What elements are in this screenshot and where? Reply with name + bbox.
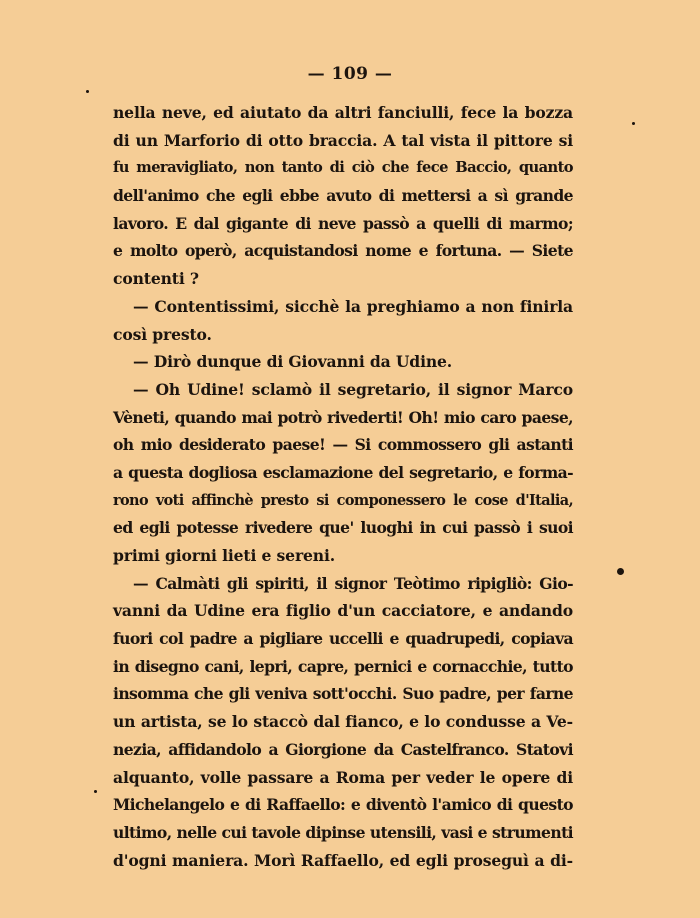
text-line: oh mio desiderato paese! — Si commossero gli astanti [113, 435, 573, 455]
print-speck [617, 568, 624, 575]
text-line: ed egli potesse rivedere que' luoghi in cui passò i suoi [113, 518, 573, 538]
text-line: un artista, se lo staccò dal fianco, e lo condusse a Ve- [113, 712, 573, 732]
text-line: — Calmàti gli spiriti, il signor Teòtimo ripigliò: Gio- [133, 573, 573, 593]
text-line: — Dirò dunque di Giovanni da Udine. [133, 352, 453, 372]
text-line: ultimo, nelle cui tavole dipinse utensili, vasi e strumenti [113, 822, 573, 842]
text-line: lavoro. E dal gigante di neve passò a quelli di marmo; [113, 213, 573, 233]
text-line: insomma che gli veniva sott'occhi. Suo padre, per farne [113, 684, 573, 704]
text-line: rono voti affinchè presto si componessero le cose d'Italia, [113, 491, 573, 509]
text-line: fuori col padre a pigliare uccelli e quadrupedi, copiava [113, 629, 573, 649]
print-speck [94, 790, 97, 793]
print-speck [632, 122, 635, 125]
text-line: alquanto, volle passare a Roma per veder le opere di [113, 767, 573, 787]
text-line: d'ogni maniera. Morì Raffaello, ed egli proseguì a di- [113, 850, 573, 870]
text-line: — Contentissimi, sicchè la preghiamo a non finirla [133, 296, 573, 316]
text-line: nella neve, ed aiutato da altri fanciulli, fece la bozza [113, 103, 573, 122]
text-line: di un Marforio di otto braccia. A tal vista il pittore si [113, 130, 573, 150]
text-line: così presto. [113, 324, 212, 344]
text-line: Michelangelo e di Raffaello: e diventò l'amico di questo [113, 795, 573, 815]
text-line: fu meravigliato, non tanto di ciò che fece Baccio, quanto [113, 159, 573, 177]
text-line: in disegno cani, lepri, capre, pernici e cornacchie, tutto [113, 656, 573, 676]
text-line: a questa dogliosa esclamazione del segretario, e forma- [113, 462, 573, 482]
text-line: — Oh Udine! sclamò il segretario, il signor Marco [133, 379, 573, 399]
text-line: e molto operò, acquistandosi nome e fortuna. — Siete [113, 241, 573, 261]
print-speck [86, 90, 89, 93]
text-line: vanni da Udine era figlio d'un cacciatore, e andando [113, 601, 573, 621]
text-line: Vèneti, quando mai potrò rivederti! Oh! mio caro paese, [113, 407, 573, 427]
text-line: contenti ? [113, 269, 199, 289]
text-line: primi giorni lieti e sereni. [113, 546, 336, 565]
text-line: nezia, affidandolo a Giorgione da Castelfranco. Statovi [113, 739, 573, 759]
body-text [113, 99, 573, 874]
page-number-header: — 109 — [307, 64, 393, 84]
text-line: dell'animo che egli ebbe avuto di mettersi a sì grande [113, 186, 573, 206]
